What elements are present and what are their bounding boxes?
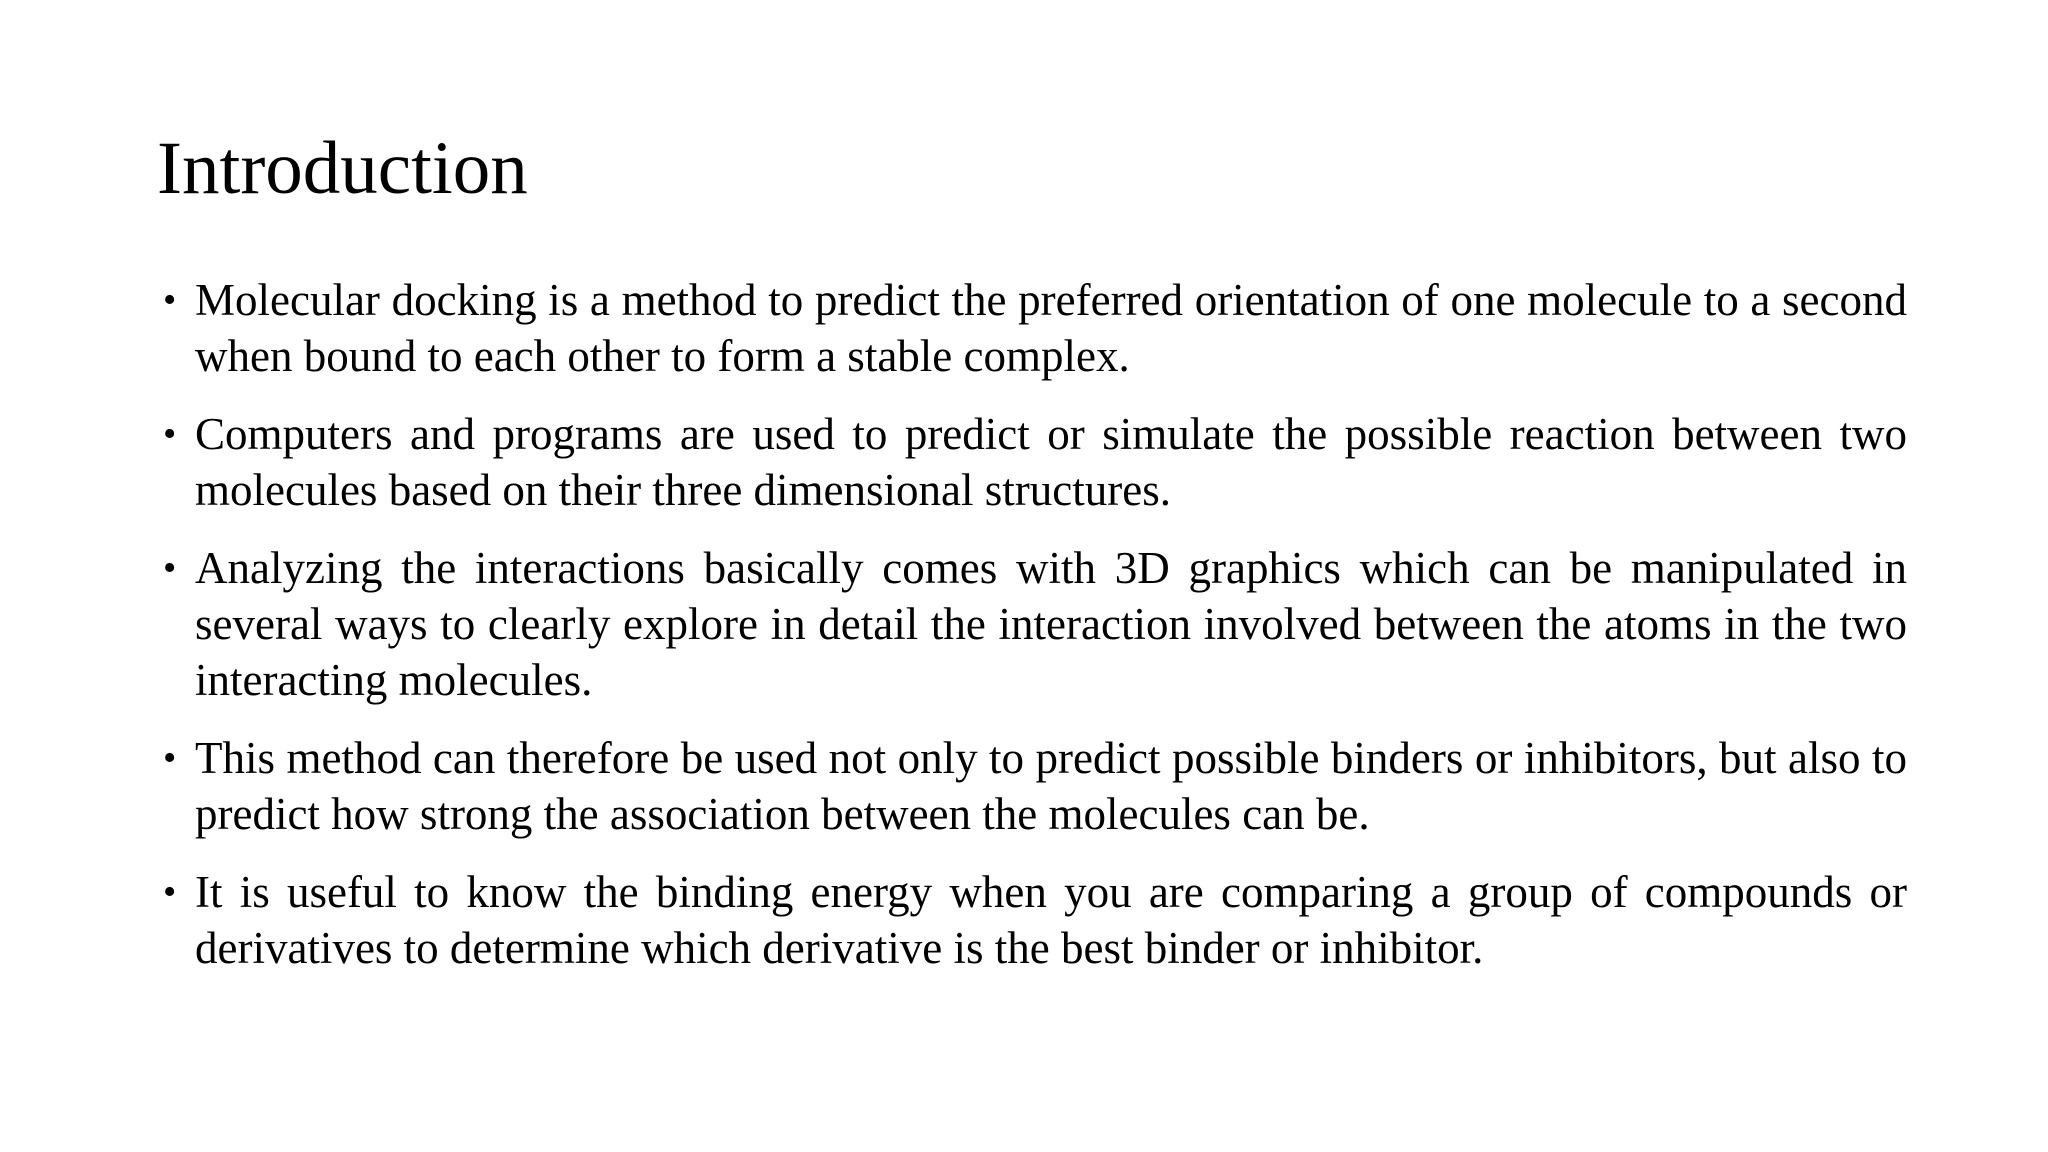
bullet-dot-icon: • <box>163 737 177 779</box>
bullet-dot-icon: • <box>163 547 177 589</box>
bullet-item <box>157 272 1907 384</box>
bullet-text: This method can therefore be used not only to predict possible binders or inhibitors, but also to predict how strong the association between the molecules can be. <box>195 733 1907 839</box>
bullet-text: Analyzing the interactions basically comes with 3D graphics which can be manipulated in several ways to clearly explore in detail the interaction involved between the atoms in the two interacting molecules. <box>195 543 1907 705</box>
bullet-text: It is useful to know the binding energy when you are comparing a group of compounds or derivatives to determine which derivative is the best binder or inhibitor. <box>195 867 1907 973</box>
bullet-dot-icon: • <box>163 871 177 913</box>
bullet-item <box>157 864 1907 976</box>
bullet-item <box>157 730 1907 842</box>
slide-title: Introduction <box>157 127 528 210</box>
bullet-dot-icon: • <box>163 413 177 455</box>
bullet-item <box>157 540 1907 708</box>
bullet-text: Computers and programs are used to predict or simulate the possible reaction between two molecules based on their three dimensional structures. <box>195 409 1907 515</box>
bullet-list <box>157 272 1907 998</box>
bullet-dot-icon: • <box>163 279 177 321</box>
bullet-item <box>157 406 1907 518</box>
bullet-text: Molecular docking is a method to predict the preferred orientation of one molecule to a second when bound to each other to form a stable complex. <box>195 275 1907 381</box>
